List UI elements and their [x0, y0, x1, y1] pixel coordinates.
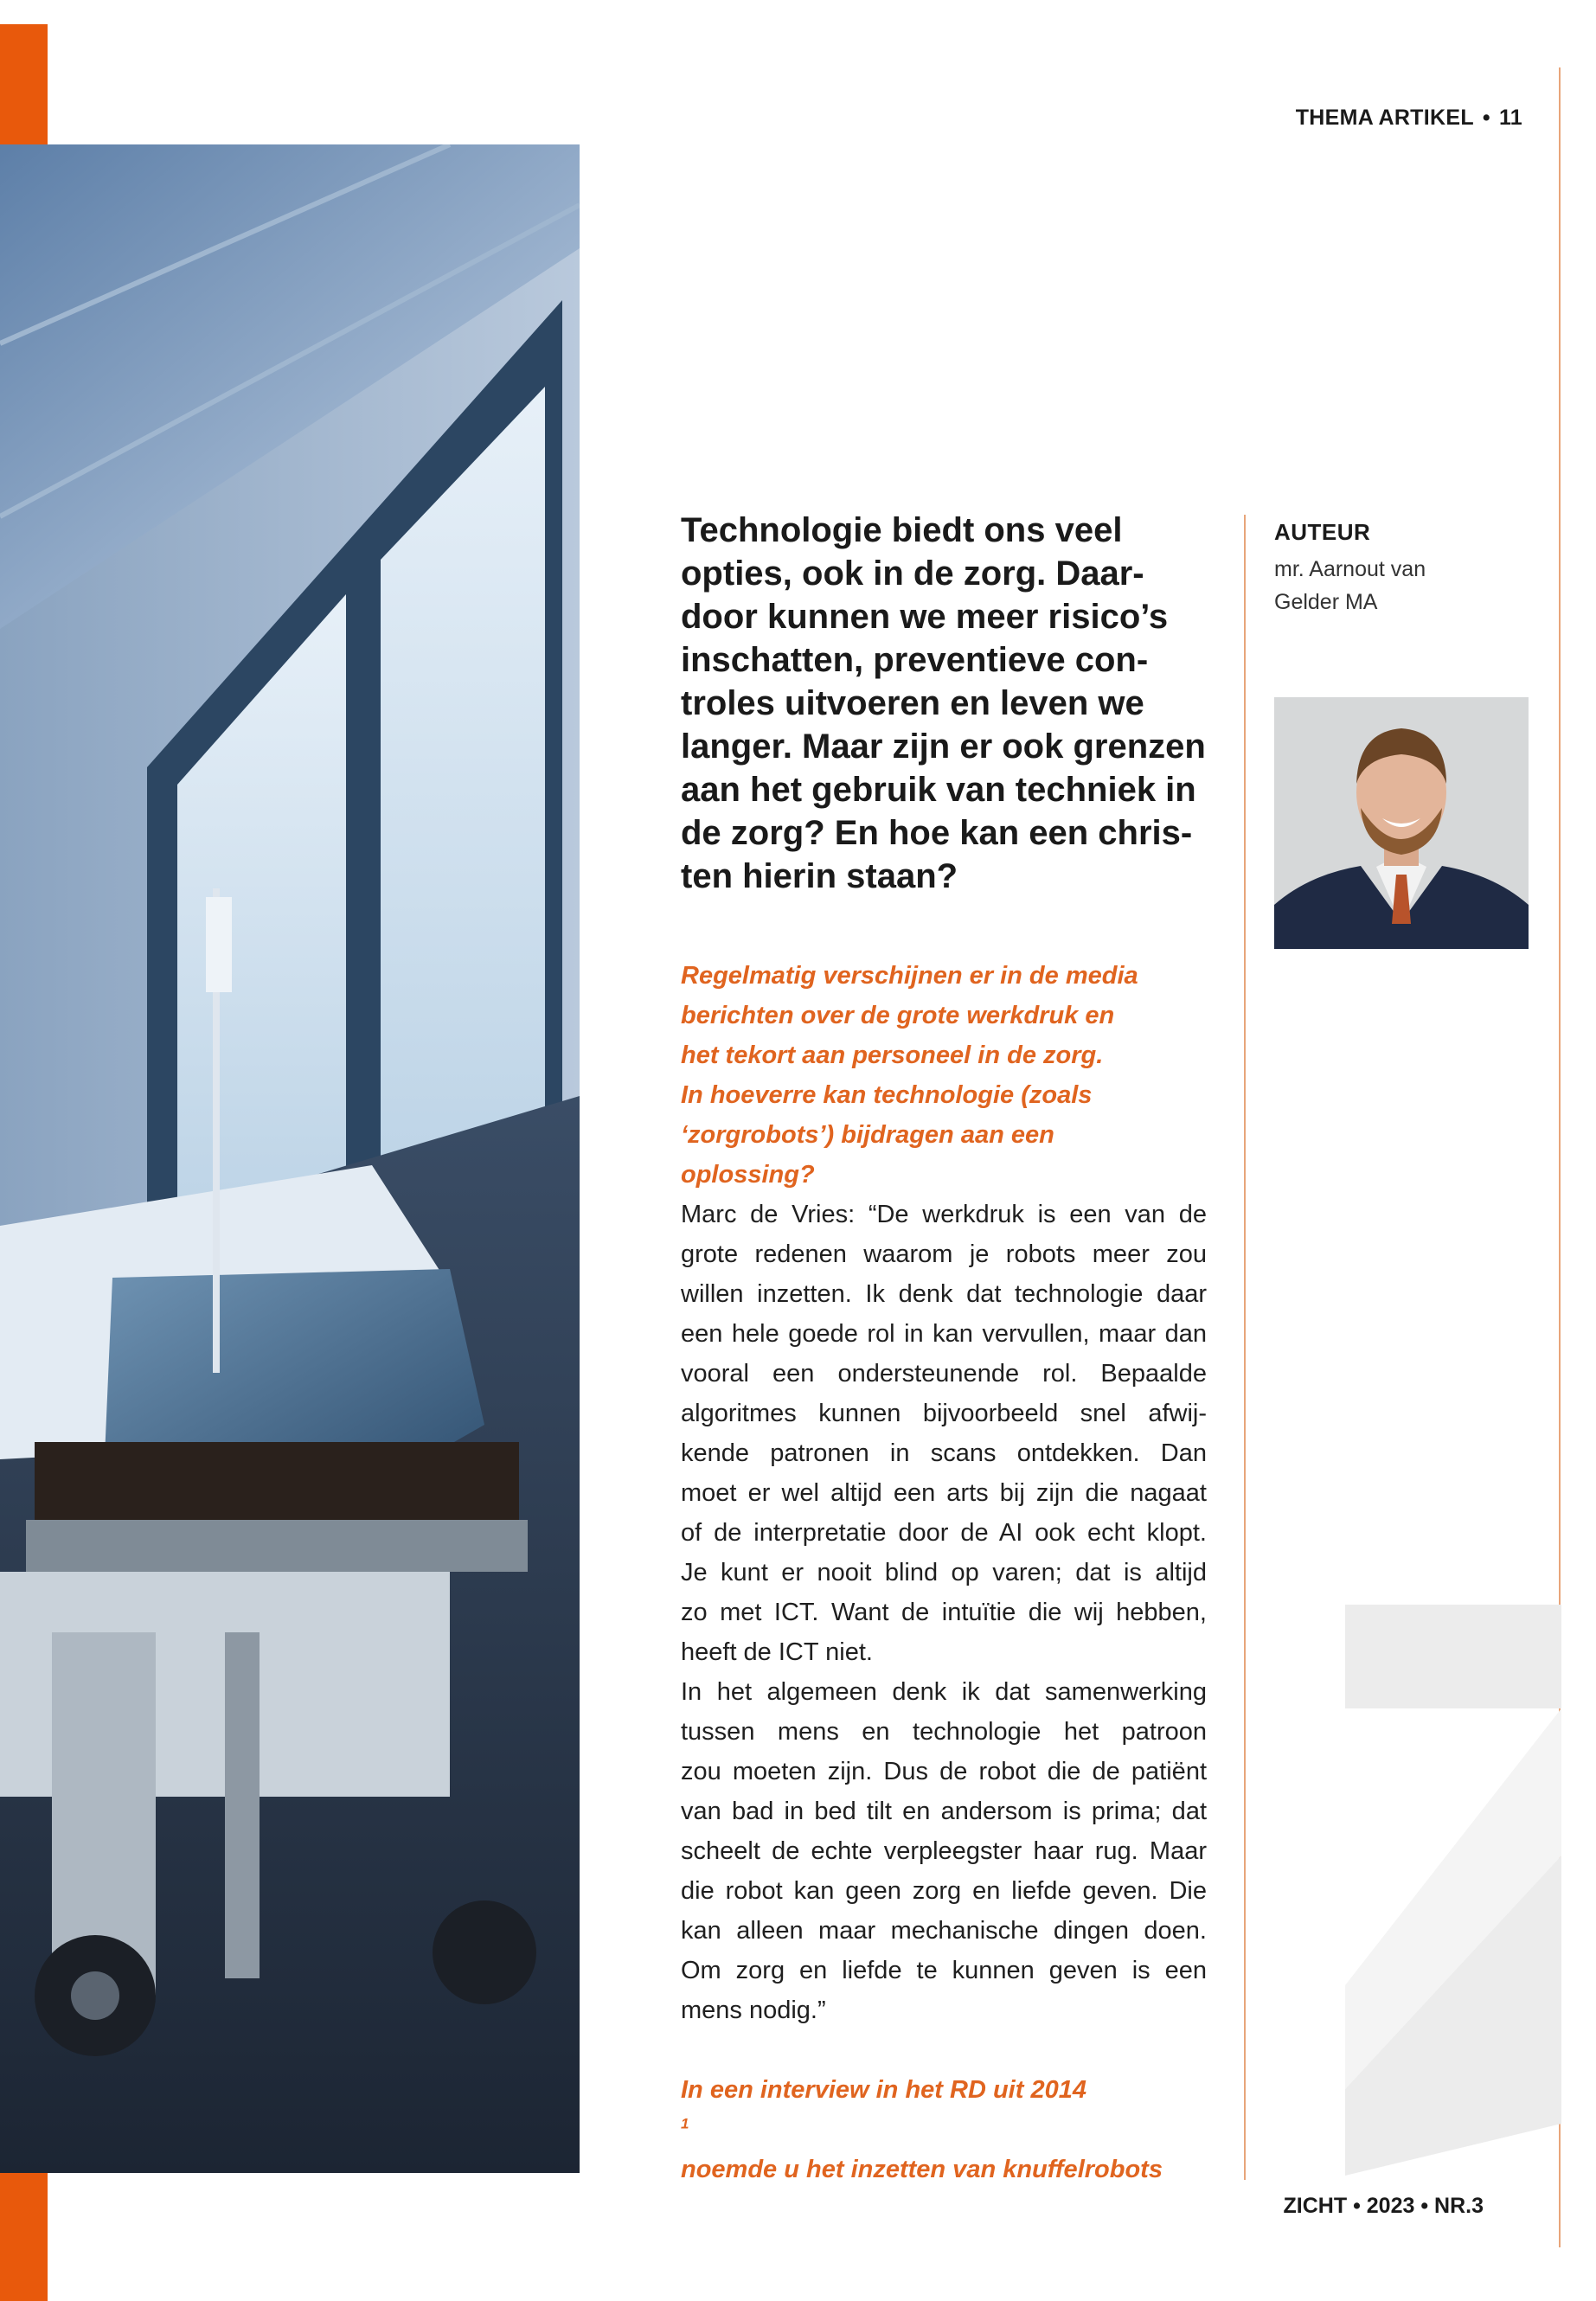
answer-line: kende patronen in scans ontdekken. Dan — [681, 1439, 1207, 1467]
intro-line: aan het gebruik van techniek in — [681, 771, 1196, 809]
author-label: AUTEUR — [1274, 519, 1371, 545]
answer-line: zo met ICT. Want de intuïtie die wij hebben, — [681, 1599, 1207, 1626]
question-line — [681, 2070, 1207, 2150]
answer-line: heeft de ICT niet. — [681, 1638, 873, 1666]
intro-line: door kunnen we meer risico’s — [681, 598, 1169, 636]
interview-answer — [681, 1195, 1207, 1672]
answer-line: Je kunt er nooit blind op varen; dat is altijd — [681, 1559, 1207, 1586]
intro-line: opties, ook in de zorg. Daar- — [681, 554, 1144, 593]
answer-line: zou moeten zijn. Dus de robot die de patiënt — [681, 1758, 1207, 1785]
intro-line: troles uitvoeren en leven we — [681, 684, 1144, 722]
question-text: In een interview in het RD uit 2014 — [681, 2076, 1086, 2104]
sidebar-rule — [1244, 515, 1246, 2180]
answer-line: scheelt de echte verpleegster haar rug. Maar — [681, 1837, 1207, 1865]
interview-answer-continued — [681, 1672, 1207, 2030]
author-portrait — [1274, 697, 1529, 949]
header-separator: • — [1482, 106, 1490, 130]
answer-line: of de interpretatie door de AI ook echt klopt. — [681, 1519, 1207, 1547]
answer-line: tussen mens en technologie het patroon — [681, 1718, 1207, 1746]
answer-line: kan alleen maar mechanische dingen doen. — [681, 1917, 1207, 1945]
answer-line: moet er wel altijd een arts bij zijn die nagaat — [681, 1479, 1207, 1507]
page-footer: ZICHT • 2023 • NR.3 — [1283, 2194, 1484, 2218]
answer-line: In het algemeen denk ik dat samenwerking — [681, 1678, 1207, 1706]
question-line: In hoeverre kan technologie (zoals — [681, 1081, 1093, 1109]
intro-line: inschatten, preventieve con- — [681, 641, 1149, 679]
answer-line: grote redenen waarom je robots meer zou — [681, 1240, 1207, 1268]
page-header — [1296, 106, 1522, 131]
intro-line: Technologie biedt ons veel — [681, 511, 1123, 549]
intro-line: langer. Maar zijn er ook grenzen — [681, 727, 1206, 766]
author-name-line: mr. Aarnout van — [1274, 557, 1426, 581]
answer-line: willen inzetten. Ik denk dat technologie daar — [681, 1280, 1207, 1308]
accent-bar-top — [0, 24, 48, 145]
intro-lead — [681, 509, 1217, 898]
question-line: het tekort aan personeel in de zorg. — [681, 1042, 1104, 1069]
question-line: Regelmatig verschijnen er in de media — [681, 962, 1138, 990]
author-name-line: Gelder MA — [1274, 590, 1378, 614]
intro-line: ten hierin staan? — [681, 857, 958, 895]
interview-question-2 — [681, 2070, 1207, 2189]
footnote-marker: 1 — [681, 2115, 689, 2132]
question-line: noemde u het inzetten van knuffelrobots — [681, 2156, 1163, 2183]
answer-line: algoritmes kunnen bijvoorbeeld snel afwij- — [681, 1400, 1207, 1427]
question-line: ‘zorgrobots’) bijdragen aan een — [681, 1121, 1054, 1149]
answer-line: vooral een ondersteunende rol. Bepaalde — [681, 1360, 1207, 1388]
intro-line: de zorg? En hoe kan een chris- — [681, 814, 1193, 852]
answer-line: Om zorg en liefde te kunnen geven is een — [681, 1957, 1207, 1984]
question-line: oplossing? — [681, 1161, 815, 1189]
answer-line: van bad in bed tilt en andersom is prima; dat — [681, 1798, 1207, 1825]
section-label: THEMA ARTIKEL — [1295, 106, 1474, 130]
accent-bar-bottom — [0, 2173, 48, 2301]
page-number: 11 — [1498, 106, 1522, 130]
answer-line: een hele goede rol in kan vervullen, maar dan — [681, 1320, 1207, 1348]
author-name — [1274, 553, 1534, 619]
question-line: berichten over de grote werkdruk en — [681, 1002, 1115, 1029]
author-box — [1274, 519, 1534, 619]
decorative-z-shape — [1345, 1605, 1561, 2176]
answer-line: Marc de Vries: “De werkdruk is een van de — [681, 1201, 1207, 1228]
hospital-corridor-photo — [0, 144, 580, 2173]
answer-line: mens nodig.” — [681, 1997, 826, 2024]
answer-line: die robot kan geen zorg en liefde geven. Die — [681, 1877, 1207, 1905]
interview-question — [681, 956, 1207, 1195]
article-body — [681, 956, 1207, 2189]
